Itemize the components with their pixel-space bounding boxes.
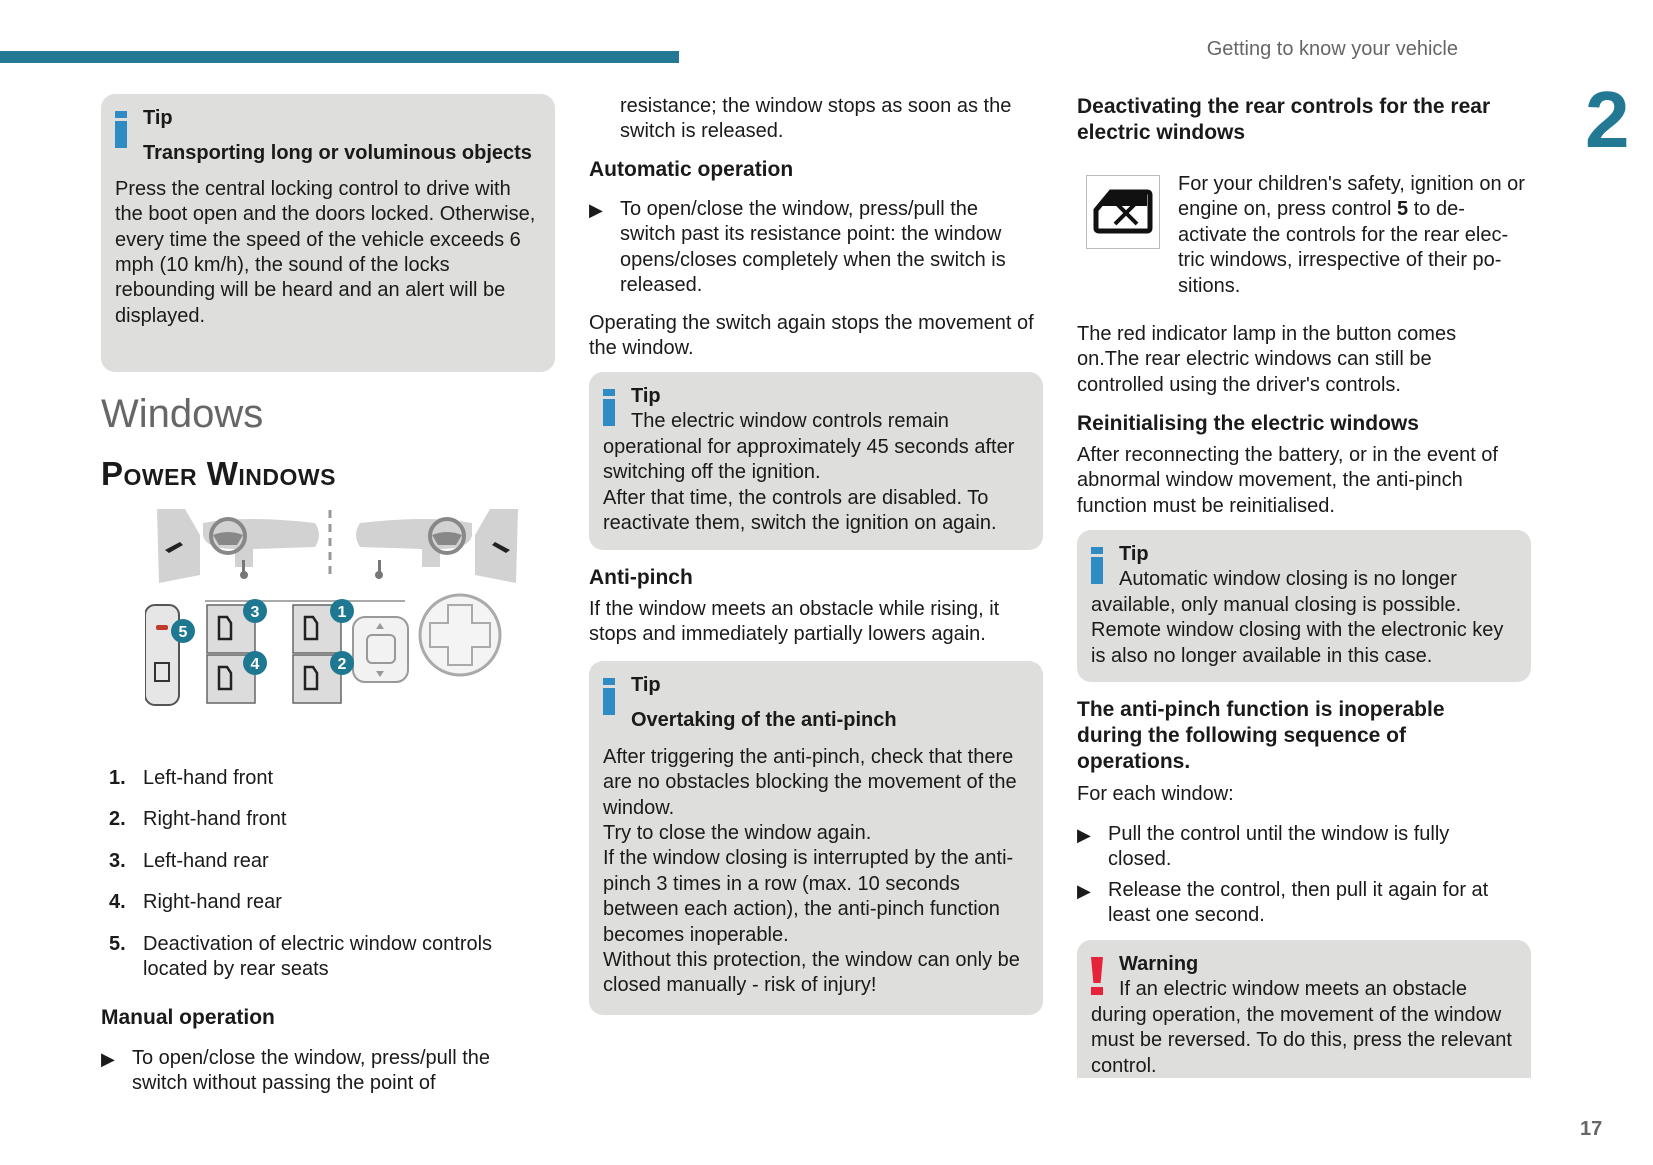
subsection-title: Power Windows	[101, 455, 336, 492]
list-item: 5. Deactivation of electric window controls located by rear seats	[109, 932, 493, 981]
mirror-control	[353, 617, 408, 682]
for-each-window: For each window:	[1077, 783, 1234, 805]
info-icon	[115, 111, 127, 148]
callout-4	[243, 651, 267, 675]
info-icon	[603, 678, 615, 715]
anti-pinch-para: If the window meets an obstacle while rising, it stops and immediately partially lowers again.	[589, 598, 1000, 646]
car-controls-illustration	[145, 505, 530, 725]
sequence-step-2: ▶ Release the control, then pull it again for at least one second.	[1077, 879, 1489, 927]
header-accent-bar	[0, 51, 679, 63]
callout-3	[243, 599, 267, 623]
list-item: 3. Left-hand rear	[109, 849, 269, 872]
tip-box-transporting	[101, 94, 555, 372]
info-icon	[1091, 547, 1103, 584]
section-title: Windows	[101, 392, 264, 436]
lhd-dashboard-icon	[157, 509, 319, 583]
page-number: 17	[1580, 1118, 1603, 1140]
tip-box-ignition: Tip The electric window controls remain operational for approximately 45 seconds after switching off the ignition. After that time, the controls are disabled. To reactivate them, switch the ignition on again.	[589, 372, 1043, 550]
list-item: 1. Left-hand front	[109, 767, 274, 789]
tip-box-auto-closing: Tip Automatic window closing is no longer available, only manual closing is possible. Remote window closing with the electronic key is also no longer available in this case.	[1077, 530, 1531, 682]
callout-5	[171, 619, 195, 643]
indicator-lamp-para: The red indicator lamp in the button comes on.The rear electric windows can still be controlled using the driver's controls.	[1077, 323, 1457, 396]
deactivate-instructions: For your children's safety, ignition on or engine on, press control 5 to de-activate the controls for the rear elec-tric windows, irrespective of their po-sitions.	[1178, 173, 1525, 297]
callout-1	[330, 599, 354, 623]
tip-subtitle: Transporting long or voluminous objects	[143, 142, 532, 165]
tip-label: Tip	[1119, 543, 1149, 565]
tip-box-anti-pinch: Tip Overtaking of the anti-pinch After triggering the anti-pinch, check that there are no obstacles blocking the movement of the window. Try to close the window again. If the window closing is interrupted by the anti-pinch 3 times in a row (max. 10 seconds between each action), the anti-pinch function becomes inoperable. Without this protection, the window can only be closed manually - risk of injury!	[589, 661, 1043, 1015]
warning-box: Warning If an electric window meets an obstacle during operation, the movement of the window must be reversed. To do this, press the relevant control.	[1077, 940, 1531, 1078]
reinitialising-heading: Reinitialising the electric windows	[1077, 412, 1419, 435]
deactivating-rear-controls-heading: Deactivating the rear controls for the rear electric windows	[1077, 95, 1491, 144]
triangle-right-icon: ▶	[1077, 881, 1091, 901]
rear-lock-switch	[145, 605, 179, 705]
sequence-step-1: ▶ Pull the control until the window is fully closed.	[1077, 823, 1450, 871]
automatic-operation-heading: Automatic operation	[589, 158, 794, 181]
anti-pinch-inoperable-heading: The anti-pinch function is inoperable during the following sequence of operations.	[1077, 698, 1445, 773]
manual-operation-bullet: ▶ To open/close the window, press/pull the switch without passing the point of	[101, 1047, 490, 1095]
automatic-operation-note: Operating the switch again stops the movement of the window.	[589, 312, 1034, 360]
svg-text:2: 2	[337, 656, 347, 673]
window-lock-icon	[1086, 175, 1160, 249]
power-window-diagram	[145, 505, 530, 725]
switch-legend-list	[109, 766, 559, 998]
window-switches	[207, 605, 341, 703]
svg-text:3: 3	[250, 604, 260, 621]
svg-text:4: 4	[250, 656, 260, 673]
callout-2	[330, 651, 354, 675]
svg-text:5: 5	[178, 624, 188, 641]
tip-label: Tip	[631, 674, 661, 696]
exclamation-icon	[1091, 957, 1103, 994]
tip-subtitle: Overtaking of the anti-pinch	[631, 709, 897, 732]
tip-label: Tip	[143, 107, 173, 129]
running-title: Getting to know your vehicle	[1206, 38, 1458, 60]
rhd-dashboard-icon	[356, 509, 518, 583]
triangle-right-icon: ▶	[1077, 825, 1091, 845]
anti-pinch-heading: Anti-pinch	[589, 566, 693, 589]
triangle-right-icon: ▶	[101, 1049, 115, 1069]
directional-pad	[420, 595, 500, 675]
chapter-number: 2	[1585, 75, 1628, 164]
warning-label: Warning	[1119, 953, 1199, 975]
reinitialising-para: After reconnecting the battery, or in the event of abnormal window movement, the anti-pinch function must be reinitialised.	[1077, 444, 1498, 517]
tip-label: Tip	[631, 385, 661, 407]
automatic-operation-bullet: ▶ To open/close the window, press/pull the switch past its resistance point: the window opens/closes completely when the switch is released.	[589, 198, 1006, 297]
list-item: 2. Right-hand front	[109, 808, 287, 831]
manual-operation-heading: Manual operation	[101, 1006, 275, 1029]
svg-text:1: 1	[337, 604, 347, 621]
manual-operation-continued: resistance; the window stops as soon as the switch is released.	[620, 95, 1012, 143]
triangle-right-icon: ▶	[589, 200, 603, 220]
info-icon	[603, 389, 615, 426]
list-item: 4. Right-hand rear	[109, 891, 282, 914]
tip-body: Press the central locking control to drive with the boot open and the doors locked. Otherwise, every time the speed of the vehicle exceeds 6 mph (10 km/h), the sound of the locks rebounding will be heard and an alert will be displayed.	[115, 177, 536, 327]
